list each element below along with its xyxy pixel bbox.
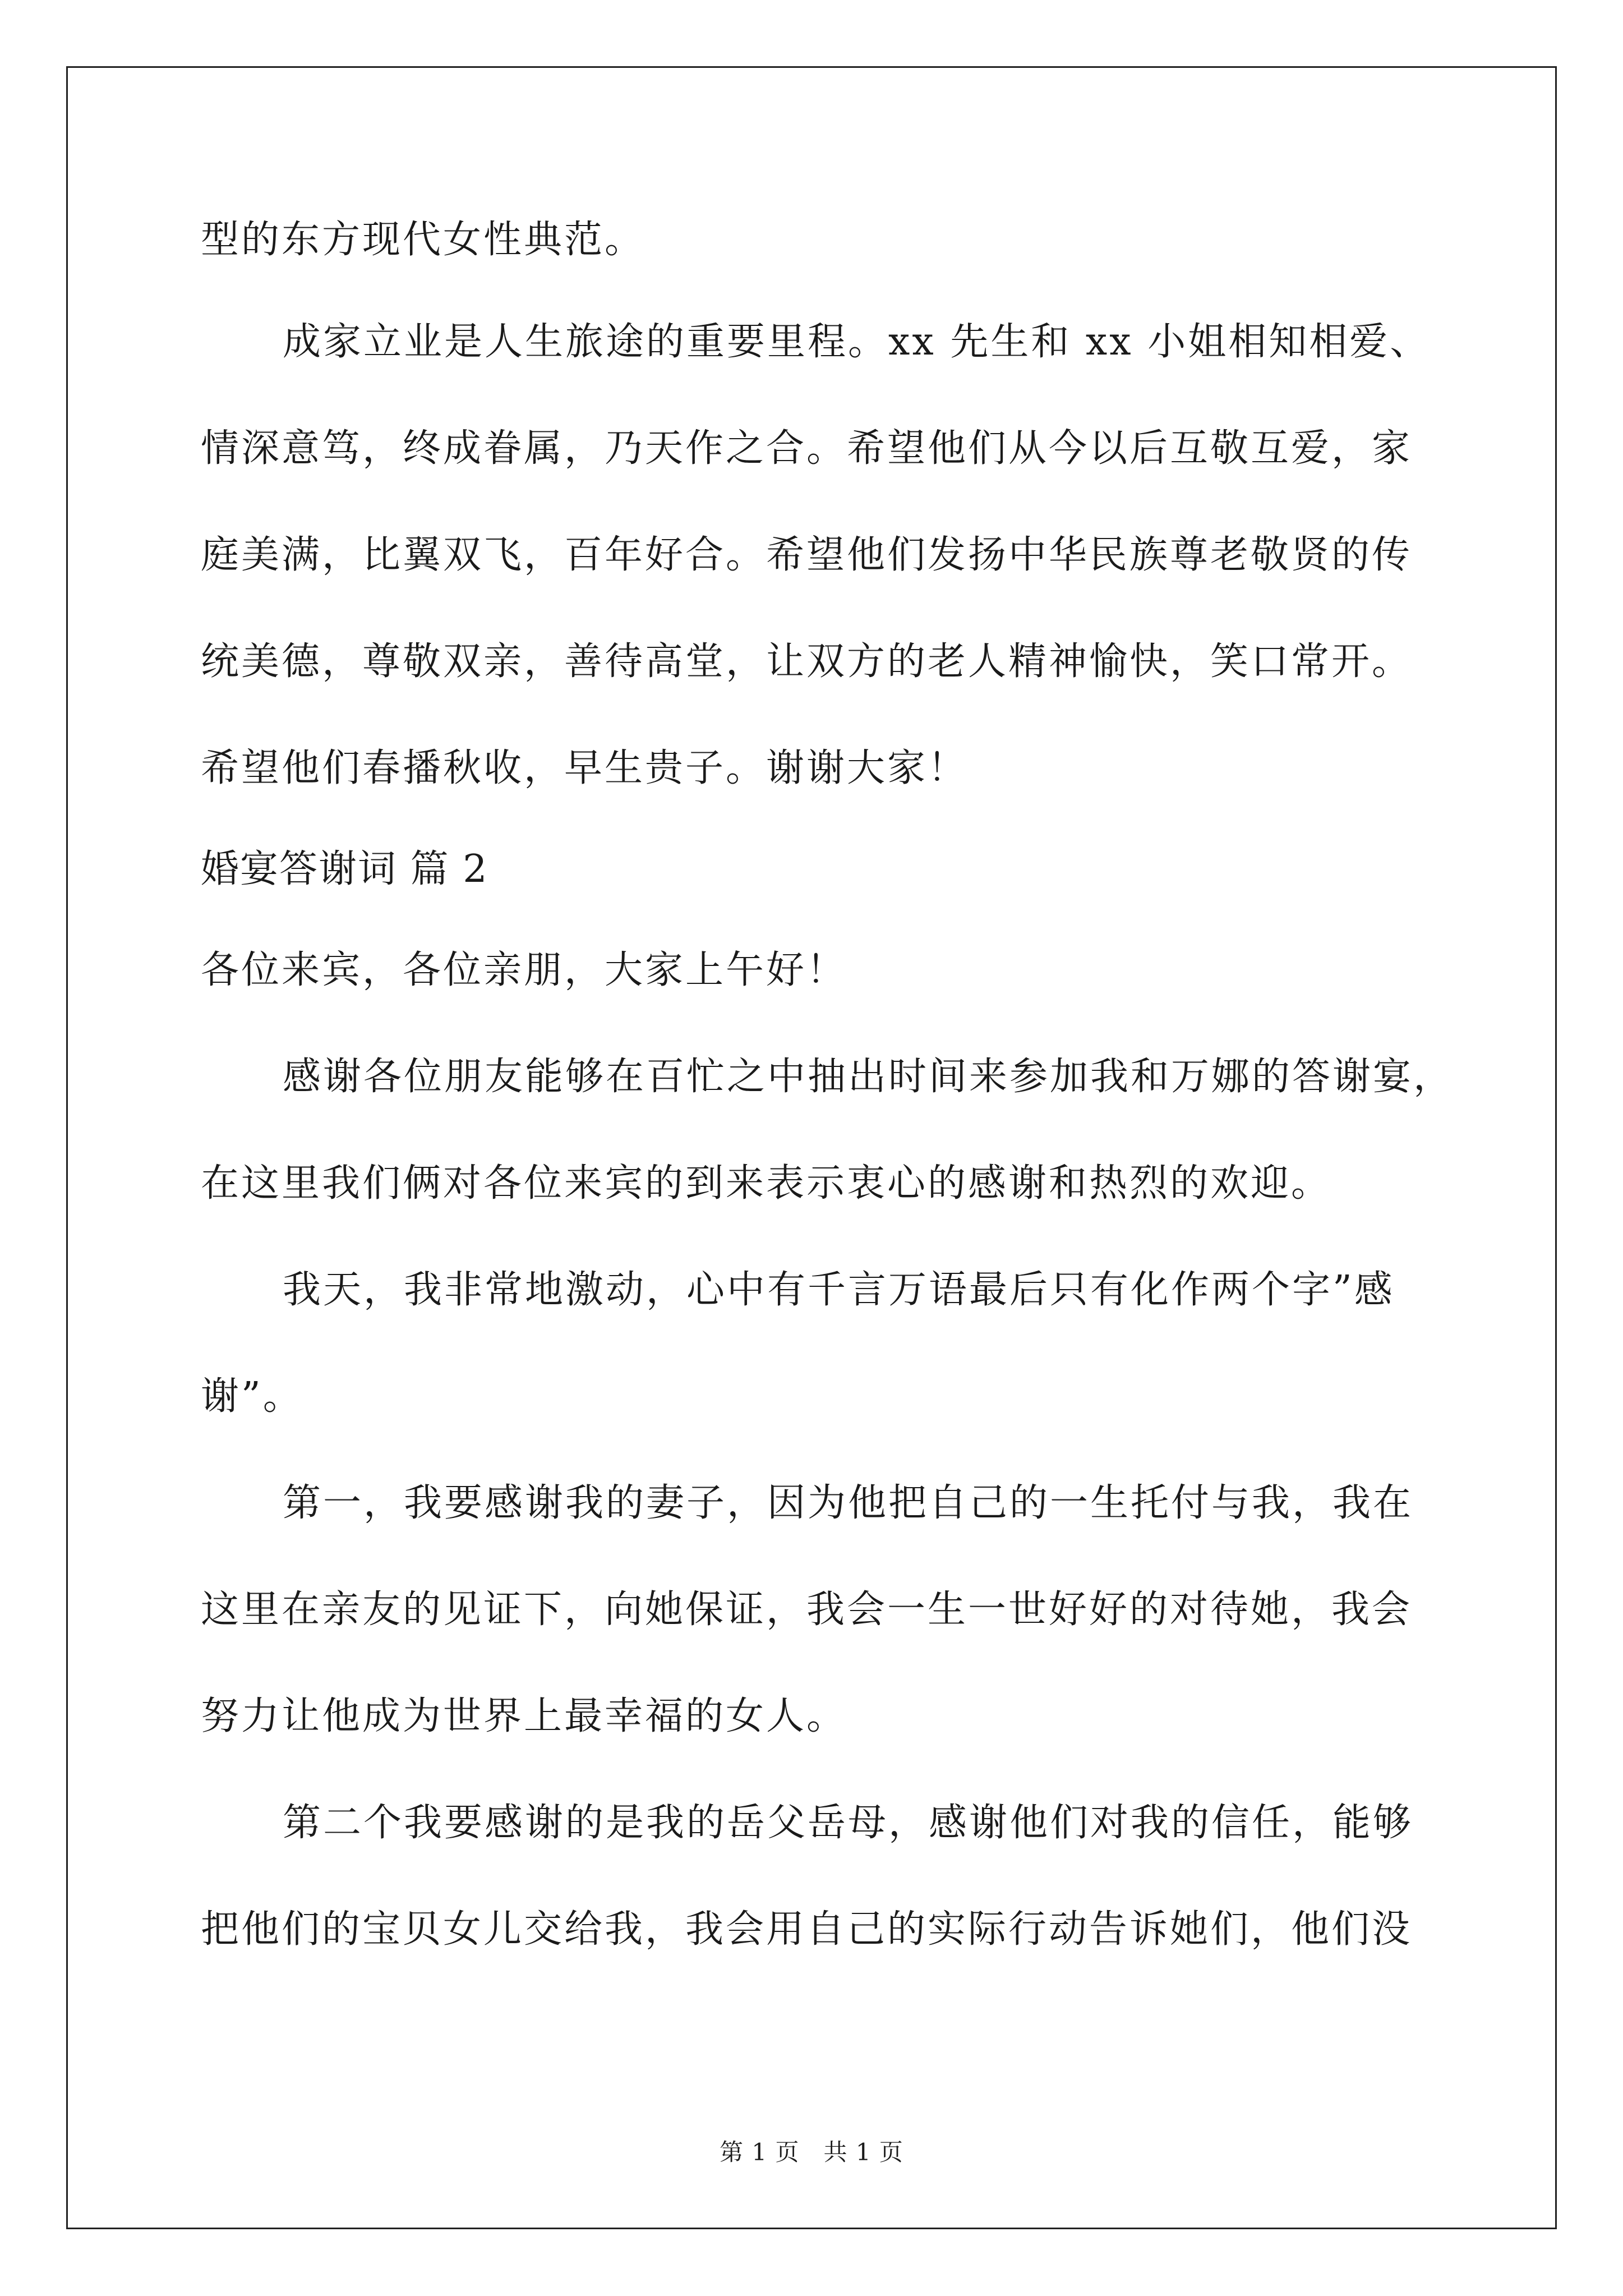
text-line: 谢”。: [201, 1374, 303, 1419]
page-footer: 第 1 页 共 1 页: [720, 2138, 903, 2166]
text-line: 努力让他成为世界上最幸福的女人。: [201, 1694, 847, 1738]
text-line: 把他们的宝贝女儿交给我，我会用自己的实际行动告诉她们，他们没: [201, 1907, 1413, 1952]
text-line: 庭美满，比翼双飞，百年好合。希望他们发扬中华民族尊老敬贤的传: [201, 533, 1413, 577]
text-line: 我天，我非常地激动，心中有千言万语最后只有化作两个字”感: [283, 1268, 1395, 1312]
page-border: [66, 66, 1557, 2229]
text-line: 成家立业是人生旅途的重要里程。xx 先生和 xx 小姐相知相爱、: [283, 320, 1431, 364]
text-line: 感谢各位朋友能够在百忙之中抽出时间来参加我和万娜的答谢宴，: [283, 1055, 1454, 1099]
text-line: 第二个我要感谢的是我的岳父岳母，感谢他们对我的信任，能够: [283, 1801, 1414, 1845]
text-line: 在这里我们俩对各位来宾的到来表示衷心的感谢和热烈的欢迎。: [201, 1161, 1332, 1205]
section-heading: 婚宴答谢词 篇 2: [201, 847, 488, 891]
text-line: 这里在亲友的见证下，向她保证，我会一生一世好好的对待她，我会: [201, 1588, 1413, 1632]
text-line: 情深意笃，终成眷属，乃天作之合。希望他们从今以后互敬互爱，家: [201, 426, 1413, 471]
greeting-line: 各位来宾，各位亲朋，大家上午好！: [201, 948, 847, 992]
text-line: 第一，我要感谢我的妻子，因为他把自己的一生托付与我，我在: [283, 1481, 1414, 1525]
text-line: 型的东方现代女性典范。: [201, 218, 645, 262]
text-line: 希望他们春播秋收，早生贵子。谢谢大家！: [201, 746, 969, 790]
text-line: 统美德，尊敬双亲，善待高堂，让双方的老人精神愉快，笑口常开。: [201, 639, 1413, 684]
